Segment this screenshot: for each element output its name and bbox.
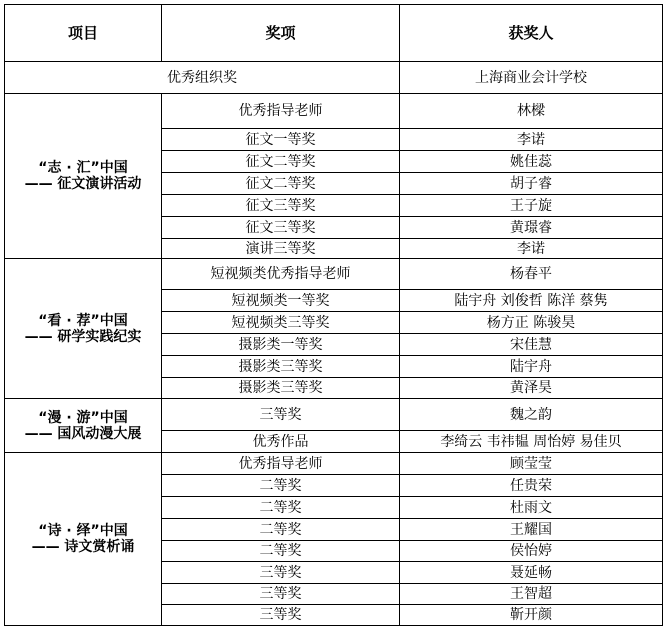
awardee-name: 黄泽昊 [400, 378, 663, 399]
project-title: “志 · 汇”中国 [38, 160, 128, 176]
award-name: 优秀指导老师 [162, 453, 400, 475]
award-name: 短视频类优秀指导老师 [162, 259, 400, 290]
awardee-name: 王智超 [400, 584, 663, 605]
awardee-name: 魏之韵 [400, 399, 663, 431]
award-name: 演讲三等奖 [162, 239, 400, 259]
table-row [5, 399, 663, 431]
awardee-name: 顾莹莹 [400, 453, 663, 475]
award-name: 短视频类一等奖 [162, 290, 400, 312]
award-name: 二等奖 [162, 519, 400, 541]
award-name: 征文二等奖 [162, 173, 400, 195]
awardee-name: 杜雨文 [400, 497, 663, 519]
award-name: 三等奖 [162, 399, 400, 431]
awardee-name: 李诺 [400, 239, 663, 259]
header-award: 奖项 [162, 5, 400, 62]
awardee-name: 靳开颜 [400, 605, 663, 626]
award-name: 三等奖 [162, 584, 400, 605]
project-name [5, 453, 162, 626]
awardee-name: 王耀国 [400, 519, 663, 541]
project-subtitle: —— 诗文赏析诵 [31, 539, 135, 555]
award-name: 摄影类一等奖 [162, 334, 400, 356]
awardee-name: 陆宇舟 [400, 356, 663, 378]
awardee-name: 黄璟睿 [400, 217, 663, 239]
award-table [4, 4, 663, 626]
awardee-name: 杨方正 陈骏昊 [400, 312, 663, 334]
award-name: 征文三等奖 [162, 217, 400, 239]
award-name: 短视频类三等奖 [162, 312, 400, 334]
project-title: “诗 · 绎”中国 [38, 523, 128, 539]
award-name: 征文一等奖 [162, 129, 400, 151]
header-project: 项目 [5, 5, 162, 62]
awardee-name: 侯怡婷 [400, 541, 663, 562]
sections-body [5, 94, 663, 626]
org-awardee: 上海商业会计学校 [400, 62, 663, 94]
project-subtitle: —— 国风动漫大展 [24, 425, 142, 442]
project-subtitle: —— 研学实践纪实 [24, 328, 142, 345]
table-row [5, 94, 663, 129]
header-awardee: 获奖人 [400, 5, 663, 62]
awardee-name: 任贵荣 [400, 475, 663, 497]
award-name: 三等奖 [162, 605, 400, 626]
award-name: 二等奖 [162, 541, 400, 562]
award-name: 摄影类三等奖 [162, 378, 400, 399]
project-subtitle: —— 征文演讲活动 [24, 176, 142, 192]
award-name: 二等奖 [162, 475, 400, 497]
project-name [5, 399, 162, 453]
award-name: 三等奖 [162, 562, 400, 584]
table-row [5, 259, 663, 290]
award-name: 二等奖 [162, 497, 400, 519]
awardee-name: 姚佳蕊 [400, 151, 663, 173]
awardee-name: 王子旋 [400, 195, 663, 217]
project-title: “漫 · 游”中国 [38, 409, 128, 426]
award-name: 优秀指导老师 [162, 94, 400, 129]
awardee-name: 李诺 [400, 129, 663, 151]
award-name: 优秀作品 [162, 431, 400, 453]
project-name [5, 259, 162, 399]
award-name: 征文二等奖 [162, 151, 400, 173]
project-name [5, 94, 162, 259]
org-award-name: 优秀组织奖 [5, 62, 400, 94]
awardee-name: 聂延畅 [400, 562, 663, 584]
awardee-name: 林樑 [400, 94, 663, 129]
awardee-name: 陆宇舟 刘俊哲 陈洋 蔡隽 [400, 290, 663, 312]
header-row [5, 5, 663, 62]
org-award-row [5, 62, 663, 94]
awardee-name: 杨春平 [400, 259, 663, 290]
awardee-name: 李绮云 韦祎韫 周怡婷 易佳贝 [400, 431, 663, 453]
award-name: 摄影类三等奖 [162, 356, 400, 378]
award-name: 征文三等奖 [162, 195, 400, 217]
project-title: “看 · 荐”中国 [38, 312, 128, 329]
awardee-name: 胡子睿 [400, 173, 663, 195]
table-row [5, 453, 663, 475]
awardee-name: 宋佳慧 [400, 334, 663, 356]
